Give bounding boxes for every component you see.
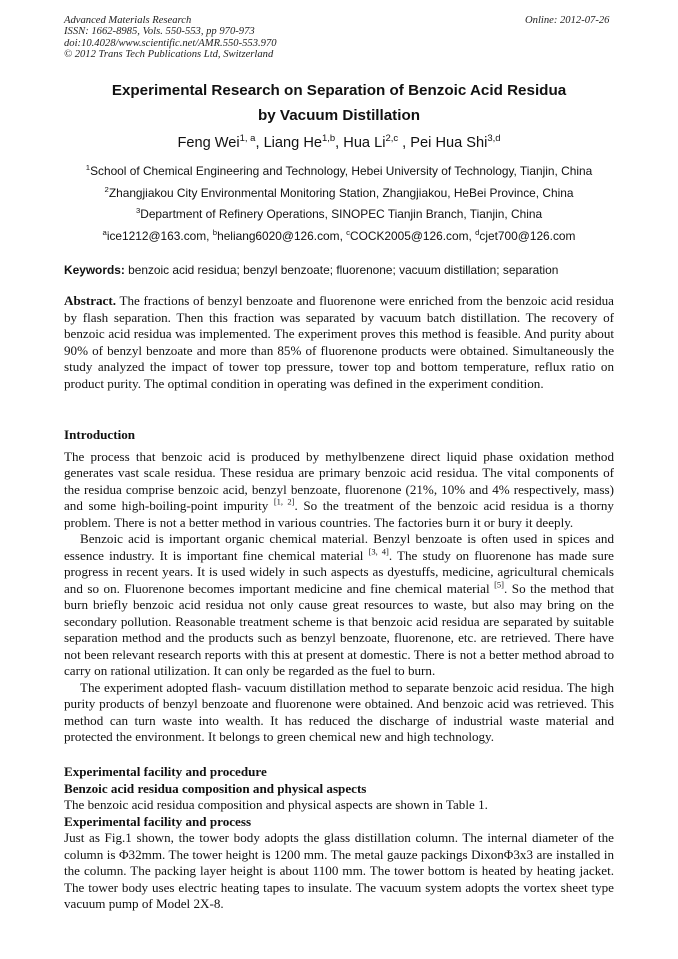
introduction-section (64, 427, 614, 746)
author-name: Hua Li (343, 135, 386, 151)
affiliation-text: Zhangjiakou City Environmental Monitoring Station, Zhangjiakou, HeBei Province, China (108, 186, 574, 200)
affiliation-text: Department of Refinery Operations, SINOPEC Tianjin Branch, Tianjin, China (140, 207, 543, 221)
author-list: Feng Wei$^{1, a}$, Liang He$^{1,b}$, Hua Li$^{2,c}$ , Pei Hua Shi$^{3,d}$ (177, 133, 501, 151)
intro-paragraph-3: The experiment adopted flash- vacuum distillation method to separate benzoic acid residua. The high purity products of benzyl benzoate and fluorenone were obtained. And benzoic acid was retrieved. This method can turn waste into wealth. It has reduced the discharge of industrial waste material and protected the environment. It belongs to green chemical new and high technology. (64, 679, 614, 744)
journal-name: Advanced Materials Research (64, 15, 192, 26)
email-sup: a (102, 228, 107, 238)
author-affil-sup: 2,c (385, 133, 399, 145)
email-list: $^a$ice1212@163.com, $^b$heliang6020@126.com, $^c$COCK2005@126.com, $^d$cjet700@126.com (102, 228, 576, 243)
keywords-label: Keywords: (64, 263, 125, 277)
email-sup: d (475, 228, 480, 238)
email-link[interactable]: cjet700@126.com (479, 229, 576, 243)
email-link[interactable]: COCK2005@126.com (350, 229, 469, 243)
affiliation-sup: 3 (135, 206, 141, 216)
affiliation-text: School of Chemical Engineering and Technology, Hebei University of Technology, Tianjin, China (90, 164, 593, 178)
composition-text: The benzoic acid residua composition and physical aspects are shown in Table 1. (64, 797, 488, 812)
keywords-text: benzoic acid residua; benzyl benzoate; fluorenone; vacuum distillation; separation (124, 263, 559, 277)
email-link[interactable]: ice1212@163.com (106, 229, 207, 243)
author-name: Pei Hua Shi (410, 135, 488, 151)
facility-subheading: Experimental facility and process (64, 813, 252, 829)
author-affil-sup: 1,b (321, 133, 336, 145)
text: Benzoic acid is important organic chemical material. Benzyl benzoate is often used in spices and essence industry. It is important fine chemical material (64, 531, 614, 563)
keywords (64, 263, 558, 277)
introduction-heading: Introduction (64, 427, 136, 442)
author-affil-sup: 1, a (239, 133, 256, 145)
intro-paragraph-1 (64, 449, 614, 532)
author-name: Liang He (263, 135, 322, 151)
affiliation-3 (64, 207, 614, 221)
facility-text: Just as Fig.1 shown, the tower body adopts the glass distillation column. The internal diameter of the column is Φ32mm. The tower height is 1200 mm. The metal gauze packings DixonΦ3x3 are installed in the column. The packing layer height is about 1100 mm. The tower bottom is heated by heating jacket. The tower body uses electric heating tapes to insulate. The vacuum system adopts the vortex sheet type vacuum pump of Model 2X-8. (64, 830, 614, 911)
paper-title-line-2: by Vacuum Distillation (257, 107, 421, 124)
experimental-heading: Experimental facility and procedure (64, 764, 267, 779)
author-affil-sup: 3,d (487, 133, 501, 145)
email-sup: b (212, 228, 218, 238)
copyright-line: © 2012 Trans Tech Publications Ltd, Switzerland (64, 49, 274, 61)
email-sup: c (346, 228, 351, 238)
abstract (64, 293, 614, 392)
text: The process that benzoic acid is produced by methylbenzene direct liquid phase oxidation method generates vast scale residua. These residua are primary benzoic acid residua. The vital components of the residua comprise benzoic acid, benzyl benzoate, fluorenone (21%, 10% and 4% respectively, mass) and some high-boiling-point impurity (64, 448, 614, 513)
citation: [1, 2] (273, 496, 295, 507)
issn-line: ISSN: 1662-8985, Vols. 550-553, pp 970-973 (64, 26, 255, 38)
text: . The study on fluorenone has made sure progress in recent years. It is used widely in such aspects as dyestuffs, medicine, agricultural chemicals and so on. Fluorenone becomes important medicine and fine chemical material (64, 547, 614, 596)
intro-paragraph-2 (64, 531, 614, 680)
citation: [3, 4] (368, 546, 389, 557)
online-date: Online: 2012-07-26 (525, 15, 610, 26)
abstract-label: Abstract. (64, 293, 116, 308)
affiliation-sup: 1 (85, 163, 91, 173)
citation: [5] (494, 579, 505, 590)
email-link[interactable]: heliang6020@126.com (217, 229, 340, 243)
affiliation-sup: 2 (104, 185, 109, 195)
author-name: Feng Wei (177, 135, 240, 151)
composition-subheading: Benzoic acid residua composition and physical aspects (64, 780, 367, 796)
journal-header (64, 15, 277, 61)
paper-title-line-1: Experimental Research on Separation of Benzoic Acid Residua (111, 82, 567, 99)
doi-line: doi:10.4028/www.scientific.net/AMR.550-553.970 (64, 37, 277, 49)
text: . So the treatment of the benzoic acid residua is a thorny problem. There is not a better method in various countries. The factories burn it or bury it deeply. (64, 498, 614, 530)
experimental-section (64, 764, 614, 913)
text: . So the method that burn briefly benzoic acid residua not only cause great resources to waste, but also may bring on the secondary pollution. Reasonable treatment scheme is that benzoic acid residua are separated by suitable separation method and the products such as benzyl benzoate, fluorenone, etc. are retrieved. There have not been relevant research reports with this at present at domestic. There is not a better method abroad to carry on rational utilization. It can only be regarded as the fuel to burn. (64, 580, 614, 678)
abstract-text: The fractions of benzyl benzoate and fluorenone were enriched from the benzoic acid residua by flash separation. Then this fraction was separated by vacuum batch distillation. The recovery of benzoic acid residua was implemented. The experiment proves this method is feasible. And purity about 90% of benzyl benzoate and more than 85% of fluorenone products were obtained. Simultaneously the study analyzed the impact of tower top pressure, tower top and bottom temperature, reflux ratio on product purity. The optimal condition in operating was defined in the experiment condition. (64, 293, 614, 391)
affiliation-1 (64, 164, 614, 178)
affiliation-2 (64, 186, 614, 200)
